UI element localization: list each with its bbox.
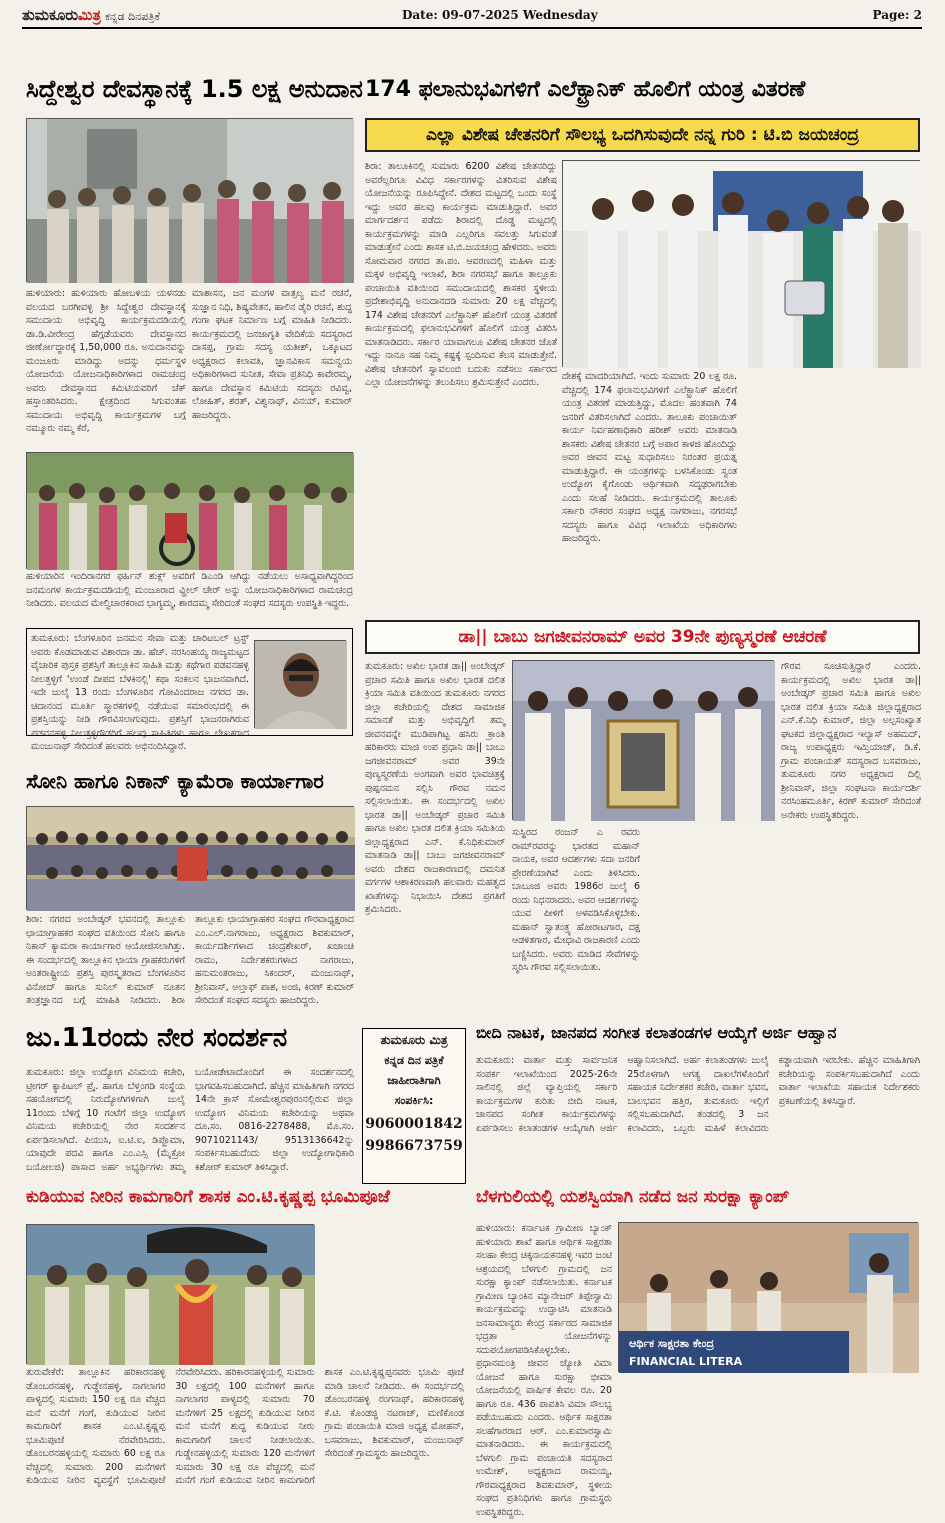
brand-name: ತುಮಕೂರು xyxy=(22,6,79,24)
jan-suraksha-body-c xyxy=(770,1376,918,1498)
headline-drinking-water: ಕುಡಿಯುವ ನೀರಿನ ಕಾಮಗಾರಿಗೆ ಶಾಸಕ ಎಂ.ಟಿ.ಕೃಷ್ಣಪ್ಪ ಭೂಮಿಪೂಜೆ xyxy=(26,1187,390,1207)
camera-workshop-group-image xyxy=(27,807,355,911)
jan-suraksha-camp-image xyxy=(619,1223,919,1373)
headline-jan-suraksha-camp: ಬೆಳಗುಲಿಯಲ್ಲಿ ಯಶಸ್ವಿಯಾಗಿ ನಡೆದ ಜನ ಸುರಕ್ಷಾ ಕ್ಯಾಂಪ್ xyxy=(476,1187,790,1207)
ad-contact-label: ಸಂಪರ್ಕಿಸಿ: xyxy=(394,1094,434,1107)
photo-jan-suraksha-camp xyxy=(618,1222,918,1372)
photo-wheelchair xyxy=(26,452,353,569)
drinking-water-body-col1 xyxy=(320,1224,464,1372)
jagjivan-tribute-image xyxy=(513,661,775,821)
jan-suraksha-body-b xyxy=(618,1376,764,1498)
issue-date: Date: 09-07-2025 Wednesday xyxy=(402,8,598,22)
jagjivan-ram-body-c: ಗೌರವ ಸೂಚಿಸುತ್ತಿದ್ದಾರೆ ಎಂದರು. ಕಾರ್ಯಕ್ರಮದಲ್ಲಿ ಅಖಿಲ ಭಾರತ ಡಾ|| ಅಂಬೇಡ್ಕರ್ ಪ್ರಚಾರ ಸಮಿತಿ ಹಾಗೂ ಅಖಿಲ ಭಾರತ ದಲಿತ ಕ್ರಿಯಾ ಸಮಿತಿ ಜಿಲ್ಲಾಧ್ಯಕ್ಷರಾದ ಎನ್.ಕೆ.ನಿಧಿ ಕುಮಾರ್, ಜಿಲ್ಲಾ ಅಲ್ಪಸಂಖ್ಯಾತ ಘಟಕದ ಜಿಲ್ಲಾಧ್ಯಕ್ಷರಾದ ಇಲ್ಯಾಸ್ ಅಹಮದ್, ರಾಜ್ಯ ಉಪಾಧ್ಯಕ್ಷರು ಇಮ್ತಿಯಾಜ್, ಡಿ.ಕೆ. ಗ್ರಾಮ ಪಂಚಾಯತ್ ಸದಸ್ಯರಾದ ಬಸವರಾಜು, ತುಮಕೂರು ನಗರ ಅಧ್ಯಕ್ಷರಾದ ದಿಲ್ಲಿ ಶ್ರೀನಿವಾಸ್, ಜಿಲ್ಲಾ ಸಂಘಟನಾ ಕಾರ್ಯದರ್ಶಿ ನರಸಿಂಹಮೂರ್ತಿ, ಕಿರಣ್ ಕುಮಾರ್ ಸೇರಿದಂತೆ ಅನೇಕರು ಉಪಸ್ಥಿತರಿದ್ದರು. xyxy=(781,661,921,821)
photo-camera-workshop xyxy=(26,806,354,910)
temple-grant-body-b: ಮಾಶಾಸನ, ಜನ ಮಂಗಳ ವಾತ್ಸಲ್ಯ ಮನೆ ರಚನೆ, ಸುಜ್ಞಾನ ನಿಧಿ, ಶಿಷ್ಯವೇತನ, ಹಾಲಿನ ಡೈರಿ ರಚನೆ, ಶುದ್ಧ ಗಂಗಾ ಘಟಕ ನಿರ್ಮಾಣ ಬಗ್ಗೆ ಮಾಹಿತಿ ನೀಡಿದರು. ಕಾರ್ಯಕ್ರಮದಲ್ಲಿ ಜನಜಾಗೃತಿ ವೇದಿಕೆಯ ಸದಸ್ಯರಾದ ದಾಸಪ್ಪ, ಗ್ರಾಮ ಸದಸ್ಯ ಯತೀಶ್, ಒಕ್ಕೂಟದ ಅಧ್ಯಕ್ಷರಾದ ಕಲಾವತಿ, ಜ್ಞಾನವಿಕಾಸ ಸಮನ್ವಯ ಅಧಿಕಾರಿಗಳಾದ ಸುನೀತ, ಸೇವಾ ಪ್ರತಿನಿಧಿ ಕಾವೇರಮ್ಮ, ಹಾಗೂ ದೇವಸ್ಥಾನ ಕಮಿಟಿಯ ಸದಸ್ಯರು ರವಿವ್ವ, ಲೋಹಿತ್, ಶರತ್, ವಿಶ್ವನಾಥ್, ವಿನಯ್, ಕುಮಾರ್ ಹಾಜರಿದ್ದರು. xyxy=(192,288,353,421)
masthead xyxy=(22,4,922,26)
photo-temple-cheque xyxy=(26,118,353,282)
newspaper-logo xyxy=(22,6,160,24)
sewing-machines-body-a: ಶಿರಾ: ತಾಲೂಕಿನಲ್ಲಿ ಸುಮಾರು 6200 ವಿಶೇಷ ಚೇತನರಿದ್ದು ಅವರೆಲ್ಲರಿಗೂ ವಿವಿಧ ಸರ್ಕಾರಗಳನ್ನು ವಿತರಿಸುವ ವಿಶೇಷ ಯೋಜನೆಯನ್ನು ರೂಪಿಸಿದ್ದೇನೆ. ದೇಶದ ಮಟ್ಟದಲ್ಲಿ ಒಂದು ಸಂಸ್ಥೆ ಇದ್ದು ಅವರ ಹಲವು ಕಾರ್ಯಕ್ರಮ ಮಾಡುತ್ತಿದ್ದಾರೆ. ಅವರ ಮಾರ್ಗದರ್ಶನ ಪಡೆದು ಶಿರಾದಲ್ಲಿ ದೊಡ್ಡ ಮಟ್ಟದಲ್ಲಿ ಕಾರ್ಯಕ್ರಮಗಳನ್ನು ಮಾಡಿ ಎಲ್ಲರಿಗೂ ಸವಲತ್ತು ಸಿಗುವಂತೆ ಮಾಡುತ್ತೇನೆ ಎಂದು ಶಾಸಕ ಟಿ.ಬಿ.ಜಯಚಂದ್ರ ಹೇಳಿದರು. ಅವರು ಸೋಮವಾರ ನಗರದ ತಾ.ಪಂ. ಆವರಣದಲ್ಲಿ ಮಹಿಳಾ ಮತ್ತು ಮಕ್ಕಳ ಅಭಿವೃದ್ಧಿ ಇಲಾಖೆ, ಶಿರಾ ನಗರಸಭೆ ಹಾಗೂ ತಾಲ್ಲೂಕು ಪಂಚಾಯಿತಿ ವತಿಯಿಂದ ಸಮುದಾಯದಲ್ಲಿ ಶಾಸಕರ ಸ್ಥಳೀಯ ಪ್ರದೇಶಾಭಿವೃದ್ಧಿ ಅನುದಾನದಡಿ ಸುಮಾರು 20 ಲಕ್ಷ ವೆಚ್ಚದಲ್ಲಿ 174 ವಿಶೇಷ ಚೇತನರಿಗೆ ಎಲೆಕ್ಟ್ರಾನಿಕ್ ಹೊಲಿಗೆ ಯಂತ್ರ ವಿತರಣೆ ಕಾರ್ಯಕ್ರಮದಲ್ಲಿ ಫಲಾನುಭವಿಗಳಿಗೆ ಹೊಲಿಗೆ ಯಂತ್ರ ವಿತರಿಸಿ ಮಾತನಾಡಿದರು. ಸರ್ಕಾರ ಯಾವಾಗಲೂ ವಿಶೇಷ ಚೇತನರ ಜೊತೆ ಇದ್ದು ನಾನೂ ಸಹ ನಿಮ್ಮ ಕಷ್ಟಕ್ಕೆ ಸ್ಪಂದಿಸುವ ಕೆಲಸ ಮಾಡುತ್ತೇನೆ. ವಿಶೇಷ ಚೇತನರಿಗೆ ಸ್ವಾವಲಂಬಿ ಬದುಕು ನಡೆಸಲು ಸರ್ಕಾರದ ಎಲ್ಲಾ ಯೋಜನೆಗಳನ್ನು ತಲುಪಿಸಲು ಶ್ರಮಿಸುತ್ತೇನೆ ಎಂದರು. xyxy=(365,161,557,388)
sewing-machines-body-b: ದೇಶಕ್ಕೆ ಮಾದರಿಯಾಗಿದೆ. ಇಂದು ಸುಮಾರು 20 ಲಕ್ಷ ರೂ. ವೆಚ್ಚದಲ್ಲಿ 174 ಫಲಾನುಭವಿಗಳಿಗೆ ಎಲೆಕ್ಟ್ರಾನಿಕ್ ಹೊಲಿಗೆ ಯಂತ್ರ ವಿತರಣೆ ಮಾಡುತ್ತಿದ್ದು, ಮೊದಲ ಹಂತವಾಗಿ 74 ಜನರಿಗೆ ವಿತರಿಸಲಾಗಿದೆ ಎಂದರು. ತಾಲೂಕು ಪಂಚಾಯಿತ್ ಕಾರ್ಯ ನಿರ್ವಹಣಾಧಿಕಾರಿ ಹರೀಶ್ ಅವರು ಮಾತನಾಡಿ ಶಾಸಕರು ವಿಶೇಷ ಚೇತನರ ಬಗ್ಗೆ ಅಪಾರ ಕಾಳಜಿ ಹೊಂದಿದ್ದು ಅವರ ಜೀವನ ಮಟ್ಟ ಸುಧಾರಿಸಲು ನಿರಂತರ ಪ್ರಯತ್ನ ಮಾಡುತ್ತಿದ್ದಾರೆ. ಈ ಯಂತ್ರಗಳನ್ನು ಬಳಸಿಕೊಂಡು ಸ್ವಂತ ಉದ್ಯೋಗ ಕೈಗೊಂಡು ಆರ್ಥಿಕವಾಗಿ ಸದೃಢರಾಗಬೇಕು ಎಂದು ಸಲಹೆ ನೀಡಿದರು. ಕಾರ್ಯಕ್ರಮದಲ್ಲಿ ತಾಲೂಕು ಸರ್ಕಾರಿ ನೌಕರರ ಸಂಘದ ಅಧ್ಯಕ್ಷ ನಾಗರಾಜು, ನಗರಸಭೆ ಸದಸ್ಯರು ಹಾಗೂ ವಿವಿಧ ಇಲಾಖೆಯ ಅಧಿಕಾರಿಗಳು ಹಾಜರಿದ್ದರು. xyxy=(562,371,737,544)
wheelchair-caption: ಹುಳಿಯಾರಿನ ಇಂದಿರಾನಗರ ಫರ್ಹಿನ್ ಶುಕ್ಲ್ ಅವರಿಗೆ ಡಿಎಂಡಿ ಆಗಿದ್ದು ನಡೆಯಲು ಅಸಾಧ್ಯವಾಗಿದ್ದರಿಂದ ಜನಮಂಗಳ ಕಾರ್ಯಕ್ರಮದಡಿಯಲ್ಲಿ ಮಂಜೂರಾದ ವ್ಹೀಲ್ ಚೇರ್ ಅನ್ನು ಯೋಜನಾಧಿಕಾರಿಗಳಾದ ರಾಮಚಂದ್ರ ನೀಡಿದರು. ವಲಯದ ಮೇಲ್ವಿಚಾರಕರಾದ ಭಾಗ್ಯಮ್ಮ, ಶಾರದಮ್ಮ ಸೇರಿದಂತೆ ಸಂಘದ ಸದಸ್ಯರು ಉಪಸ್ಥಿತಿ ಇದ್ದರು. xyxy=(26,571,353,609)
street-drama-body: ತುಮಕೂರು: ವಾರ್ತಾ ಮತ್ತು ಸಾರ್ವಜನಿಕ ಸಂಪರ್ಕ ಇಲಾಖೆಯಿಂದ 2025-26ನೇ ಸಾಲಿನಲ್ಲಿ ಜಿಲ್ಲೆ ವ್ಯಾಪ್ತಿಯಲ್ಲಿ ಸರ್ಕಾರಿ ಕಾರ್ಯಕ್ರಮಗಳ ಕುರಿತು ಬೀದಿ ನಾಟಕ, ಜಾನಪದ ಸಂಗೀತ ಕಾರ್ಯಕ್ರಮಗಳನ್ನು ಏರ್ಪಡಿಸಲು ಕಲಾತಂಡಗಳ ಆಯ್ಕೆಗಾಗಿ ಅರ್ಜಿ ಆಹ್ವಾನಿಸಲಾಗಿದೆ. ಅರ್ಹ ಕಲಾತಂಡಗಳು ಜುಲೈ 25ರೊಳಗಾಗಿ ಅಗತ್ಯ ದಾಖಲೆಗಳೊಂದಿಗೆ ಸಹಾಯಕ ನಿರ್ದೇಶಕರ ಕಚೇರಿ, ವಾರ್ತಾ ಭವನ, ಬಾಲಭವನ ಹತ್ತಿರ, ತುಮಕೂರು ಇಲ್ಲಿಗೆ ಸಲ್ಲಿಸಬಹುದಾಗಿದೆ. ತಂಡದಲ್ಲಿ 3 ಜನ ಕಲಾವಿದರು, ಒಬ್ಬರು ಮಹಿಳೆ ಕಲಾವಿದರು ಕಡ್ಡಾಯವಾಗಿ ಇರಬೇಕು. ಹೆಚ್ಚಿನ ಮಾಹಿತಿಗಾಗಿ ಕಚೇರಿಯನ್ನು ಸಂಪರ್ಕಿಸಬಹುದಾಗಿದೆ ಎಂದು ವಾರ್ತಾ ಇಲಾಖೆಯ ಸಹಾಯಕ ನಿರ್ದೇಶಕರು ಪ್ರಕಟಣೆಯಲ್ಲಿ ತಿಳಿಸಿದ್ದಾರೆ. xyxy=(476,1055,920,1134)
award-body: ತುಮಕೂರು: ಬೆಂಗಳೂರಿನ ಜನಮನ ಸೇವಾ ಮತ್ತು ಚಾರಿಟಬಲ್ ಟ್ರಸ್ಟ್ ಅವರು ಕೊಡಮಾಡುವ ವಿಶಾರದಾ ಡಾ. ಹೆಚ್. ನರಸಿಂಹಯ್ಯ ರಾಜ್ಯಮಟ್ಟದ ವೈಚಾರಿಕ ಪುಸ್ತಕ ಪ್ರಶಸ್ತಿಗೆ ತಾಲ್ಲೂಕಿನ ಸಾಹಿತಿ ಮತ್ತು ಕಥೆಗಾರ ಪಡವನಹಳ್ಳಿ ನೀಲತ್ತಳ್ಳಿಗೆ 'ಉಂಡೆ ದೀಪದ ಬೆಳಕಿನಲ್ಲಿ' ಕಥಾ ಸಂಕಲನ ಭಾಜನವಾಗಿದೆ. ಇದೇ ಜುಲೈ 13 ರಂದು ಬೆಂಗಳೂರಿನ ಗೋವಿಂದರಾಜ ನಗರದ ಡಾ. ಚಿದಾನಂದ ಮೂರ್ತಿ ಸ್ಮಾರಕಗಳಲ್ಲಿ ನಡೆಯುವ ಸಮಾರಂಭದಲ್ಲಿ ಈ ಪ್ರಶಸ್ತಿಯನ್ನು ನೀಡಿ ಗೌರವಿಸಲಾಗುವುದು. ಪ್ರಶಸ್ತಿಗೆ ಭಾಜನರಾಗಿರುವ ಪಡವನಹಳ್ಳಿ ನೀಲತ್ತಳ್ಳಿಗೌಡರಿಗೆ ಹಲವು ಸಾಹಿತಿಗಳು ಹಾಗೂ ಲೇಖಕರಾದ ಮಂಜುನಾಥ್ ಸೇರಿದಂತೆ ಹಲವರು ಅಭಿನಂದಿಸಿದ್ದಾರೆ. xyxy=(31,633,249,752)
advertisement-box xyxy=(362,1028,466,1184)
jagjivan-ram-body-a: ತುಮಕೂರು: ಅಖಿಲ ಭಾರತ ಡಾ|| ಅಂಬೇಡ್ಕರ್ ಪ್ರಚಾರ ಸಮಿತಿ ಹಾಗೂ ಅಖಿಲ ಭಾರತ ದಲಿತ ಕ್ರಿಯಾ ಸಮಿತಿ ವತಿಯಿಂದ ತುಮಕೂರು ನಗರದ ಜಿಲ್ಲಾ ಕಚೇರಿಯಲ್ಲಿ ದೇಶದ ಸಾಮಾಜಿಕ ಸಮಾನತೆ ಮತ್ತು ಅಭಿವೃದ್ಧಿಗೆ ತಮ್ಮ ಜೀವನವನ್ನೇ ಮುಡಿಪಾಗಿಟ್ಟ ಹಸಿರು ಕ್ರಾಂತಿ ಹರಿಕಾರರು ಮಾಜಿ ಉಪ ಪ್ರಧಾನಿ ಡಾ|| ಬಾಬು ಜಗಜೀವನರಾಮ್ ಅವರ 39ನೇ ಪುಣ್ಯಸ್ಮರಣೆಯ ಅಂಗವಾಗಿ ಅವರ ಭಾವಚಿತ್ರಕ್ಕೆ ಪುಷ್ಪನಮನ ಸಲ್ಲಿಸಿ ಗೌರವ ನಮನ ಸಲ್ಲಿಸಲಾಯಿತು. ಈ ಸಂದರ್ಭದಲ್ಲಿ ಅಖಿಲ ಭಾರತ ಡಾ|| ಅಂಬೇಡ್ಕರ್ ಪ್ರಚಾರ ಸಮಿತಿ ಹಾಗೂ ಅಖಿಲ ಭಾರತ ದಲಿತ ಕ್ರಿಯಾ ಸಮಿತಿಯ ಜಿಲ್ಲಾಧ್ಯಕ್ಷರಾದ ಎನ್. ಕೆ.ನಿಧಿಕುಮಾರ್ ಮಾತನಾಡಿ ಡಾ|| ಬಾಬು ಜಗಜೀವನರಾಮ್ ಅವರು ದೇಶದ ರಾಜಕಾರಣದಲ್ಲಿ ದಮನಿತ ವರ್ಗಗಳ ಆಶಾಕಿರಣವಾಗಿ ಹಲವಾರು ಮಹತ್ವದ ಖಾತೆಗಳನ್ನು ನಿಭಾಯಿಸಿ ದೇಶದ ಪ್ರಗತಿಗೆ ಶ್ರಮಿಸಿದರು. xyxy=(365,661,505,915)
walk-in-interview-body: ತುಮಕೂರು: ಜಿಲ್ಲಾ ಉದ್ಯೋಗ ವಿನಿಮಯ ಕಚೇರಿ, ಟ್ರೀಗರ್ ಕ್ಯಾಪಿಟಲ್ ಪ್ರೈ. ಹಾಗೂ ಬೆಳ್ತಂಗಡಿ ಸಂಸ್ಥೆಯ ಸಹಯೋಗದಲ್ಲಿ ನಿರುದ್ಯೋಗಿಗಳಿಗಾಗಿ ಜುಲೈ 11ರಂದು ಬೆಳಿಗ್ಗೆ 10 ಗಂಟೆಗೆ ಜಿಲ್ಲಾ ಉದ್ಯೋಗ ವಿನಿಮಯ ಕಚೇರಿಯಲ್ಲಿ ನೇರ ಸಂದರ್ಶನ ಏರ್ಪಡಿಸಲಾಗಿದೆ. ಪಿಯುಸಿ, ಐ.ಟಿ.ಐ, ಡಿಪ್ಲೊಮಾ, ಯಾವುದೇ ಪದವಿ ಹಾಗೂ ಎಂ.ಎಸ್ಸಿ (ಮೈಕ್ರೋ ಬಯೋಲಜಿ) ಪಾಸಾದ ಅರ್ಹ ಅಭ್ಯರ್ಥಿಗಳು ತಮ್ಮ ಬಯೋಡೇಟಾದೊಂದಿಗೆ ಈ ಸಂದರ್ಶನದಲ್ಲಿ ಭಾಗವಹಿಸಬಹುದಾಗಿದೆ. ಹೆಚ್ಚಿನ ಮಾಹಿತಿಗಾಗಿ ನಗರದ 14ನೇ ಕ್ರಾಸ್ ಸೋಮೇಶ್ವರಪುರಂನಲ್ಲಿರುವ ಜಿಲ್ಲಾ ಉದ್ಯೋಗ ವಿನಿಮಯ ಕಚೇರಿಯನ್ನು ಅಥವಾ ದೂ.ಸಂ. 0816-2278488, ಮೊ.ಸಂ. 9071021143/ 9513136642ನ್ನು ಸಂಪರ್ಕಿಸಬಹುದೆಂದು ಜಿಲ್ಲಾ ಉದ್ಯೋಗಾಧಿಕಾರಿ ಕಿಶೋರ್ ಕುಮಾರ್ ತಿಳಿಸಿದ್ದಾರೆ. xyxy=(26,1067,354,1173)
photo-jagjivan-tribute xyxy=(512,660,774,820)
bhoomi-pooja-image xyxy=(27,1225,315,1365)
page-number: Page: 2 xyxy=(872,8,922,22)
ad-brand: ತುಮಕೂರು ಮಿತ್ರ xyxy=(380,1033,448,1047)
ad-subtitle: ಕನ್ನಡ ದಿನ ಪತ್ರಿಕೆ xyxy=(384,1054,444,1067)
masthead-rule xyxy=(22,27,922,29)
temple-cheque-image xyxy=(27,119,354,283)
headline-temple-grant: ಸಿದ್ದೇಶ್ವರ ದೇವಸ್ಥಾನಕ್ಕೆ 1.5 ಲಕ್ಷ ಅನುದಾನ xyxy=(26,75,363,103)
jagjivan-ram-body-b2 xyxy=(646,826,774,1020)
photo-author-portrait xyxy=(254,640,346,728)
headline-street-drama: ಬೀದಿ ನಾಟಕ, ಜಾನಪದ ಸಂಗೀತ ಕಲಾತಂಡಗಳ ಆಯ್ಕೆಗೆ ಅರ್ಜಿ ಆಹ್ವಾನ xyxy=(476,1023,837,1042)
jan-suraksha-body: ಹುಳಿಯಾರು: ಕರ್ನಾಟಕ ಗ್ರಾಮೀಣ ಬ್ಯಾಂಕ್ ಹುಳಿಯಾರು ಶಾಖೆ ಹಾಗೂ ಆರ್ಥಿಕ ಸಾಕ್ಷರತಾ ಸಲಹಾ ಕೇಂದ್ರ ಚಿಕ್ಕನಾಯಕನಹಳ್ಳಿ ಇವರ ಜಂಟಿ ಆಶ್ರಯದಲ್ಲಿ ಬೆಳಗುಲಿ ಗ್ರಾಮದಲ್ಲಿ ಜನ ಸುರಕ್ಷಾ ಕ್ಯಾಂಪ್ ನಡೆಸಲಾಯಿತು. ಕರ್ನಾಟಕ ಗ್ರಾಮೀಣ ಬ್ಯಾಂಕಿನ ಮ್ಯಾನೇಜರ್ ತಿಪ್ಪೇಸ್ವಾಮಿ ಕಾರ್ಯಕ್ರಮವನ್ನು ಉದ್ಘಾಟಿಸಿ ಮಾತನಾಡಿ ಜನಸಾಮಾನ್ಯರು ಕೇಂದ್ರ ಸರ್ಕಾರದ ಸಾಮಾಜಿಕ ಭದ್ರತಾ ಯೋಜನೆಗಳನ್ನು ಸದುಪಯೋಗಪಡಿಸಿಕೊಳ್ಳಬೇಕು. ಪ್ರಧಾನಮಂತ್ರಿ ಜೀವನ ಜ್ಯೋತಿ ವಿಮಾ ಯೋಜನೆ ಹಾಗೂ ಸುರಕ್ಷಾ ಭೀಮಾ ಯೋಜನೆಯಲ್ಲಿ ವಾರ್ಷಿಕ ಕೇವಲ ರೂ. 20 ಹಾಗೂ ರೂ. 436 ಪಾವತಿಸಿ ವಿಮಾ ಸೌಲಭ್ಯ ಪಡೆಯಬಹುದು ಎಂದರು. ಆರ್ಥಿಕ ಸಾಕ್ಷರತಾ ಸಲಹೆಗಾರರಾದ ಆರ್. ಎಂ.ಕುಮಾರಸ್ವಾಮಿ ಮಾತನಾಡಿದರು. ಈ ಕಾರ್ಯಕ್ರಮದಲ್ಲಿ ಬೆಳಗುಲಿ ಗ್ರಾಮ ಪಂಚಾಯತಿ ಸದಸ್ಯರಾದ ಉಮೇಶ್, ಅಧ್ಯಕ್ಷರಾದ ರಾಮಯ್ಯ, ಗೌರವಾಧ್ಯಕ್ಷರಾದ ಶಿವಕುಮಾರ್, ಸ್ಥಳೀಯ ಸಂಘದ ಪ್ರತಿನಿಧಿಗಳು ಹಾಗೂ ಗ್ರಾಮಸ್ಥರು ಉಪಸ್ಥಿತರಿದ್ದರು. xyxy=(476,1223,612,1518)
drinking-water-body: ತುರುವೇಕೆರೆ: ತಾಲ್ಲೂಕಿನ ಹರಿಕಾರನಹಳ್ಳಿ ಡೊಂಬರನಹಳ್ಳಿ, ಗುಡ್ಡೇನಹಳ್ಳಿ, ನಾಗಲಾಗರ ಪಾಳ್ಯದಲ್ಲಿ ಸುಮಾರು 150 ಲಕ್ಷ ರೂ ವೆಚ್ಚದ ಮನೆ ಮನೆಗೆ ಗಂಗೆ, ಕುಡಿಯುವ ನೀರಿನ ಕಾಮಗಾರಿಗೆ ಶಾಸಕ ಎಂ.ಟಿ.ಕೃಷ್ಣಪ್ಪ ಭೂಮಿಪೂಜೆ ನೆರವೇರಿಸಿದರು. ಡೊಂಬರನಹಳ್ಳಿಯಲ್ಲಿ ಸುಮಾರು 60 ಲಕ್ಷ ರೂ ವೆಚ್ಚದಲ್ಲಿ ಸುಮಾರು 200 ಮನೆಗಳಿಗೆ ಕುಡಿಯುವ ನೀರಿನ ವ್ಯವಸ್ಥೆಗೆ ಭೂಮಿಪೂಜೆ ನೆರವೇರಿಸಿದರು. ಹರಿಕಾರನಹಳ್ಳಿಯಲ್ಲಿ ಸುಮಾರು 30 ಲಕ್ಷದಲ್ಲಿ 100 ಮನೆಗಳಿಗೆ ಹಾಗೂ ನಾಗಲಾಗರ ಪಾಳ್ಯದಲ್ಲಿ ಸುಮಾರು 70 ಮನೆಗಳಿಗೆ 25 ಲಕ್ಷದಲ್ಲಿ ಕುಡಿಯುವ ನೀರಿನ ಮನೆ ಮನೆಗೆ ಶುದ್ಧ ಕುಡಿಯುವ ನೀರು ಕಾಮಗಾರಿಗೆ ಚಾಲನೆ ನೀಡಲಾಯಿತು. ಗುಡ್ಡೇನಹಳ್ಳಿಯಲ್ಲಿ ಸುಮಾರು 120 ಮನೆಗಳಿಗೆ ಸುಮಾರು 30 ಲಕ್ಷ ರೂ ವೆಚ್ಚದಲ್ಲಿ ಮನೆ ಮನೆಗೆ ಗಂಗೆ ಕುಡಿಯುವ ನೀರಿನ ಕಾಮಗಾರಿಗೆ ಶಾಸಕ ಎಂ.ಟಿ.ಕೃಷ್ಣಪ್ಪನವರು ಭೂಮಿ ಪೂಜೆ ಮಾಡಿ ಚಾಲನೆ ನೀಡಿದರು. ಈ ಸಂದರ್ಭದಲ್ಲಿ ಡೊಂಬರನಹಳ್ಳಿ ರಂಗನಾಥ್, ಹರಿಕಾರನಹಳ್ಳಿ ಕೆ.ಟಿ. ಕೊಂಡಜ್ಜಿ ನಟರಾಜ್, ಮಣಿಕೊಂಡ ಗ್ರಾಮ ಪಂಚಾಯಿತಿ ಮಾಜಿ ಅಧ್ಯಕ್ಷ ಮೋಹನ್, ಬಸವರಾಜು, ಶಿವಕುಮಾರ್, ಮಂಜುನಾಥ್ ಸೇರಿದಂತೆ ಗ್ರಾಮಸ್ಥರು ಹಾಜರಿದ್ದರು. xyxy=(26,1367,464,1486)
ad-phone-1: 9060001842 xyxy=(365,1116,463,1132)
jagjivan-ram-body-b: ಸುಸ್ಥಿರದ ರಂಜನ್ ಎ ರವರು ರಾಮ್‌ರವರನ್ನು ಭಾರತದ ಮಹಾನ್ ನಾಯಕ, ಅವರ ಆದರ್ಶಗಳು ಸದಾ ಜನರಿಗೆ ಪ್ರೇರಣೆಯಾಗಿವೆ ಎಂದು ತಿಳಿಸಿದರು. ಬಾಬೂಜಿ ಅವರು 1986ರ ಜುಲೈ 6 ರಂದು ನಿಧನರಾದರು. ಅವರ ಆದರ್ಶಗಳನ್ನು ಯುವ ಪೀಳಿಗೆ ಅಳವಡಿಸಿಕೊಳ್ಳಬೇಕು. ಮಹಾನ್ ಸ್ವಾತಂತ್ರ್ಯ ಹೋರಾಟಗಾರ, ದಕ್ಷ ಆಡಳಿತಗಾರ, ಮೇಧಾವಿ ರಾಜಕಾರಣಿ ಎಂದು ಬಣ್ಣಿಸಿದರು. ಅವರು ಮಾಡಿದ ಸೇವೆಗಳನ್ನು ಸ್ಮರಿಸಿ ಗೌರವ ಸಲ್ಲಿಸಲಾಯಿತು. xyxy=(512,827,640,973)
wheelchair-distribution-image xyxy=(27,453,354,570)
headline-sewing-machines: 174 ಫಲಾನುಭವಿಗಳಿಗೆ ಎಲೆಕ್ಟ್ರಾನಿಕ್ ಹೊಲಿಗೆ ಯಂತ್ರ ವಿತರಣೆ xyxy=(365,77,806,102)
brand-subtitle: ಕನ್ನಡ ದಿನಪತ್ರಿಕೆ xyxy=(104,10,160,23)
headline-walk-in-interview: ಜು.11ರಂದು ನೇರ ಸಂದರ್ಶನ xyxy=(26,1023,288,1053)
subhead-special-abled: ಎಲ್ಲಾ ವಿಶೇಷ ಚೇತನರಿಗೆ ಸೌಲಭ್ಯ ಒದಗಿಸುವುದೇ ನನ್ನ ಗುರಿ : ಟಿ.ಬಿ ಜಯಚಂದ್ರ xyxy=(365,118,920,152)
sewing-distribution-stage-image xyxy=(563,161,921,368)
banner-kannada-text: ಆರ್ಥಿಕ ಸಾಕ್ಷರತಾ ಕೇಂದ್ರ xyxy=(629,1337,714,1350)
author-portrait-image xyxy=(255,641,347,729)
temple-grant-body-a: ಹುಳಿಯಾರು: ಹುಳಿಯಾರು ಹೋಬಳಿಯ ಯಳನಡು ವಲಯದ ಬರಗೀವಳ್ಳಿ ಶ್ರೀ ಸಿದ್ದೇಶ್ವರ ದೇವಸ್ಥಾನಕ್ಕೆ ಸಮುದಾಯ ಅಭಿವೃದ್ಧಿ ಕಾರ್ಯಕ್ರಮದಡಿಯಲ್ಲಿ ಡಾ.ಡಿ.ವೀರೇಂದ್ರ ಹೆಗ್ಗಡೆಯವರು ದೇವಸ್ಥಾನದ ಜೀರ್ಣೋದ್ಧಾರಕ್ಕೆ 1,50,000 ರೂ. ಅನುದಾನವನ್ನು ಮಂಜೂರು ಮಾಡಿದ್ದು ಅದನ್ನು ಧರ್ಮಸ್ಥಳ ಯೋಜನೆಯ ಯೋಜನಾಧಿಕಾರಿಗಳಾದ ರಾಮಚಂದ್ರ ಅವರು ದೇವಸ್ಥಾನದ ಕಮಿಟಿಯವರಿಗೆ ಚೆಕ್ ಹಸ್ತಾಂತರಿಸಿದರು. ಕ್ಷೇತ್ರದಿಂದ ಸಿಗುವಂತಹ ಸಮುದಾಯ ಅಭಿವೃದ್ಧಿ ಕಾರ್ಯಕ್ರಮಗಳ ಬಗ್ಗೆ ನಮ್ಮೂರು ನಮ್ಮ ಕೆರೆ, xyxy=(26,288,186,434)
banner-english-text: FINANCIAL LITERA xyxy=(629,1355,743,1368)
headline-camera-workshop: ಸೋನಿ ಹಾಗೂ ನಿಕಾನ್ ಕ್ಯಾಮೆರಾ ಕಾರ್ಯಾಗಾರ xyxy=(26,769,324,793)
ad-phone-2: 9986673759 xyxy=(365,1138,463,1154)
photo-sewing-distribution xyxy=(562,160,920,367)
camera-workshop-body: ಶಿರಾ: ನಗರದ ಅಂಬೇಡ್ಕರ್ ಭವನದಲ್ಲಿ ತಾಲ್ಲೂಕು ಛಾಯಾಗ್ರಾಹಕರ ಸಂಘದ ವತಿಯಿಂದ ಸೋನಿ ಹಾಗೂ ನಿಕಾನ್ ಕ್ಯಾಮರಾ ಕಾರ್ಯಾಗಾರ ಆಯೋಜಿಸಲಾಗಿತ್ತು. ಈ ಸಂದರ್ಭದಲ್ಲಿ ತಾಲ್ಲೂಕಿನ ಛಾಯಾ ಗ್ರಾಹಕರುಗಳಿಗೆ ಅಂತರಾಷ್ಟ್ರೀಯ ಪ್ರಶಸ್ತಿ ಪುರಸ್ಕೃತರಾದ ಬೆಂಗಳೂರಿನ ವಿನೋದ್ ಹಾಗೂ ಸುನಿಲ್ ಕುಮಾರ್ ನೂತನ ತಂತ್ರಜ್ಞಾನದ ಬಗ್ಗೆ ಮಾಹಿತಿ ನೀಡಿದರು. ಶಿರಾ ತಾಲ್ಲೂಕು ಛಾಯಾಗ್ರಾಹಕರ ಸಂಘದ ಗೌರವಾಧ್ಯಕ್ಷರಾದ ಎಂ.ಎಲ್.ನಾಗರಾಜು, ಅಧ್ಯಕ್ಷರಾದ ಶಿವಕುಮಾರ್, ಕಾರ್ಯದರ್ಶಿಗಳಾದ ಚಂದ್ರಶೇಖರ್, ಖಜಾಂಚಿ ರಾಮು, ನಿರ್ದೇಶಕರುಗಳಾದ ನಾಗರಾಜು, ಹನುಮಂತರಾಜು, ಸಿಕಂದರ್, ಮಂಜುನಾಥ್, ಶ್ರೀನಿವಾಸ್, ಅಲ್ತಾಫ್ ಪಾಶ, ಅಂಜಿ, ಕಿರಣ್ ಕುಮಾರ್ ಸೇರಿದಂತೆ ಸಂಘದ ಸದಸ್ಯರು ಹಾಜರಿದ್ದರು. xyxy=(26,914,354,1006)
ad-tagline: ಜಾಹೀರಾತಿಗಾಗಿ xyxy=(387,1074,441,1087)
brand-name-accent: ಮಿತ್ರ xyxy=(78,6,101,24)
photo-bhoomi-pooja xyxy=(26,1224,314,1364)
headline-jagjivan-ram: ಡಾ|| ಬಾಬು ಜಗಜೀವನರಾಮ್ ಅವರ 39ನೇ ಪುಣ್ಯಸ್ಮರಣೆ ಆಚರಣೆ xyxy=(365,620,920,654)
sewing-machines-body-c xyxy=(743,370,920,650)
